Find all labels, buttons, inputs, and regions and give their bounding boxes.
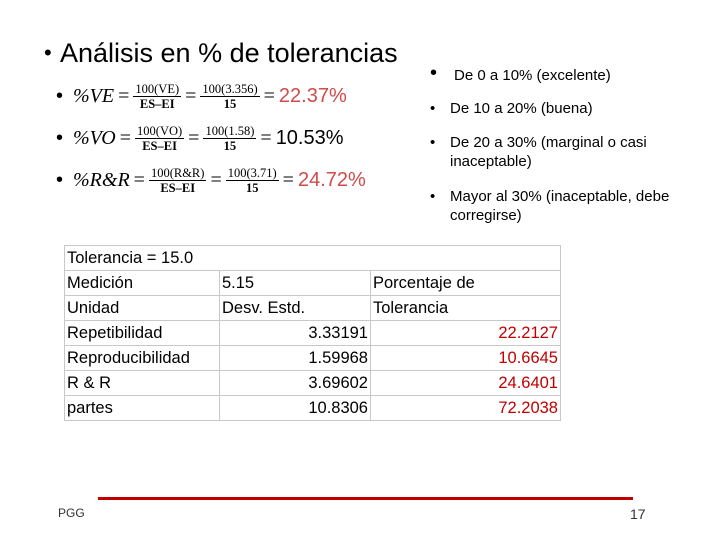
criteria-item: • De 20 a 30% (marginal o casi inaceptable): [430, 134, 647, 170]
equation-vo: • %VO = $\frac{100(VO)}{ES-EI}$ = $\frac{100(1.58)}{15}$ = 10.53%: [56, 124, 344, 153]
bullet-dot: •: [56, 85, 64, 107]
eq-result: 24.72%: [297, 169, 366, 191]
tolerance-value: Tolerancia = 15.0: [65, 246, 371, 271]
eq-fraction: $\frac{100(VO)}{ES-EI}$: [137, 124, 183, 153]
eq-lhs: %R&R: [73, 169, 130, 191]
eq-lhs: %VE: [73, 85, 115, 107]
equation-rr: • %R&R = $\frac{100(R\&R)}{ES-EI}$ = $\frac{100(3.71)}{15}$ = 24.72%: [56, 166, 366, 195]
bullet-dot: •: [56, 127, 64, 149]
tolerance-table: [64, 245, 561, 421]
eq-lhs: %VO: [73, 127, 116, 149]
bullet-dot: •: [56, 169, 64, 191]
criteria-item: • De 10 a 20% (buena): [430, 100, 593, 117]
equation-ve: • %VE = $\frac{100(VE)}{ES-EI}$ = $\frac{100(3.356)}{15}$ = 22.37%: [56, 82, 347, 111]
table-row: [65, 246, 561, 271]
eq-result: 22.37%: [278, 85, 347, 107]
eq-fraction: $\frac{100(1.58)}{15}$: [205, 124, 255, 153]
eq-result: 10.53%: [275, 127, 344, 149]
table-row: Medición 5.15 Porcentaje de: [65, 271, 561, 296]
footer-author: PGG: [58, 506, 85, 520]
table-row: partes 10.8306 72.2038: [65, 396, 561, 421]
eq-fraction: $\frac{100(VE)}{ES-EI}$: [135, 82, 180, 111]
footer-rule: [98, 497, 633, 500]
table-row: Unidad Desv. Estd. Tolerancia: [65, 296, 561, 321]
table-row: Reproducibilidad 1.59968 10.6645: [65, 346, 561, 371]
eq-fraction: $\frac{100(3.71)}{15}$: [227, 166, 277, 195]
criteria-item: • Mayor al 30% (inaceptable, debe corregirse): [430, 188, 670, 224]
criteria-item: • De 0 a 10% (excelente): [430, 62, 611, 84]
eq-fraction: $\frac{100(3.356)}{15}$: [202, 82, 258, 111]
eq-fraction: $\frac{100(R\&R)}{ES-EI}$: [150, 166, 205, 195]
page-number: 17: [630, 506, 646, 522]
title-bullet: •: [44, 40, 52, 65]
table-row: Repetibilidad 3.33191 22.2127: [65, 321, 561, 346]
slide-title: Análisis en % de tolerancias: [60, 38, 398, 68]
table-row: R & R 3.69602 24.6401: [65, 371, 561, 396]
